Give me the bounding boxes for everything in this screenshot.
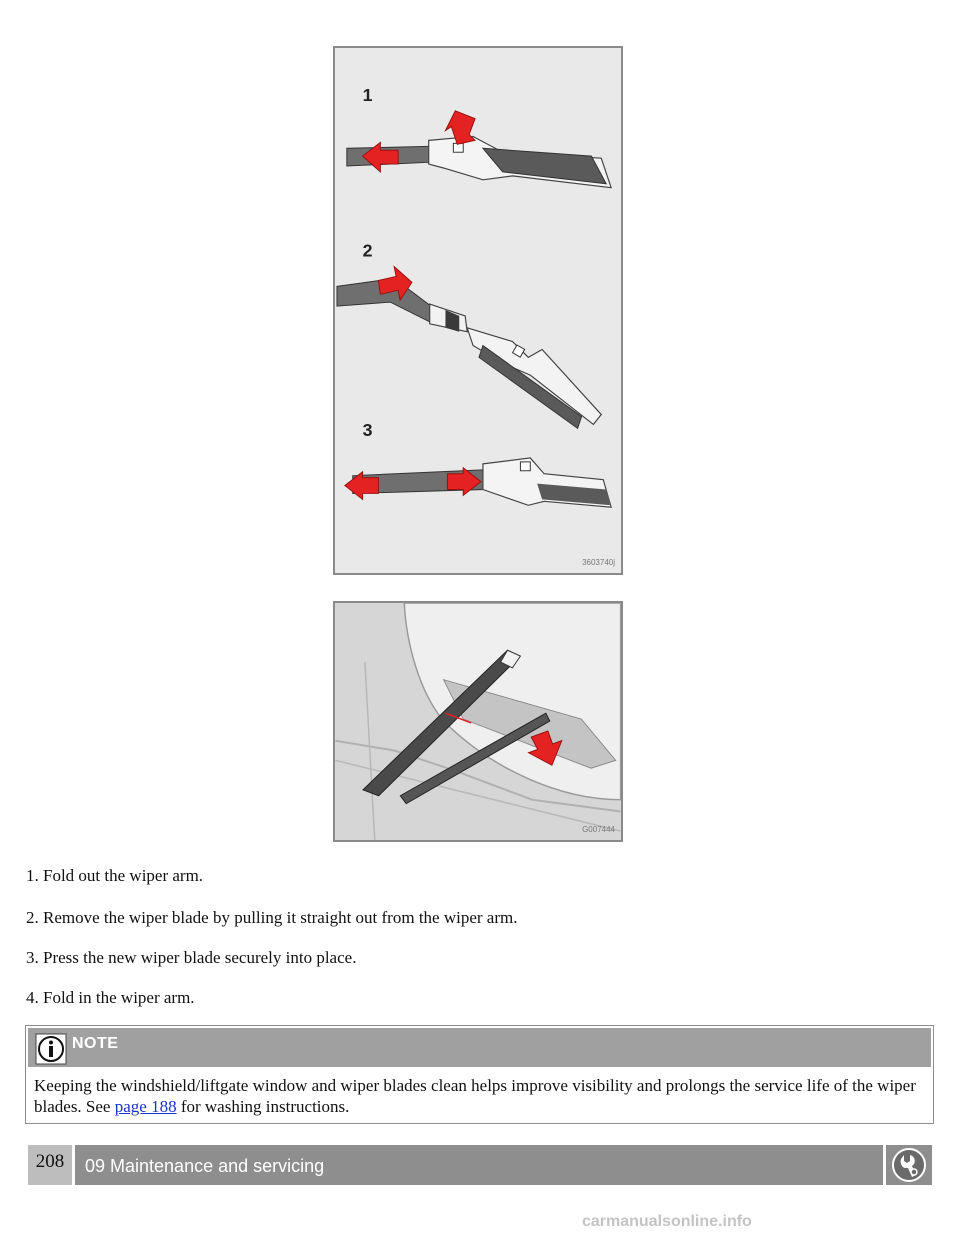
rear-wiper-figure	[333, 601, 623, 842]
chapter-title: 09 Maintenance and servicing	[75, 1145, 883, 1185]
note-header	[28, 1028, 931, 1067]
figure-code: 3603740j	[582, 558, 615, 567]
figure-step-label-3: 3	[362, 420, 373, 441]
page-link[interactable]: page 188	[114, 1097, 177, 1116]
wiper-blade-steps-figure	[333, 46, 623, 575]
note-title: NOTE	[72, 1035, 119, 1052]
wrench-icon	[892, 1148, 926, 1182]
page-number: 208	[28, 1145, 72, 1185]
figure-step-label-2: 2	[362, 240, 373, 261]
page-footer	[28, 1145, 932, 1185]
note-box	[25, 1025, 934, 1124]
step-text: 3. Press the new wiper blade securely into place.	[26, 948, 357, 967]
step-text: 2. Remove the wiper blade by pulling it straight out from the wiper arm.	[26, 908, 518, 927]
note-text: Keeping the windshield/liftgate window and wiper blades clean helps improve visibility and prolongs the service life of the wiper blades. See page 188 for washing instructions.	[34, 1076, 916, 1116]
step-text: 4. Fold in the wiper arm.	[26, 988, 195, 1007]
figure-step-label-1: 1	[362, 84, 373, 105]
info-icon	[35, 1033, 67, 1065]
watermark: carmanualsonline.info	[582, 1213, 752, 1230]
step-text: 1. Fold out the wiper arm.	[26, 866, 204, 885]
chapter-icon-box	[886, 1145, 932, 1185]
figure-code: G007444	[582, 825, 615, 834]
